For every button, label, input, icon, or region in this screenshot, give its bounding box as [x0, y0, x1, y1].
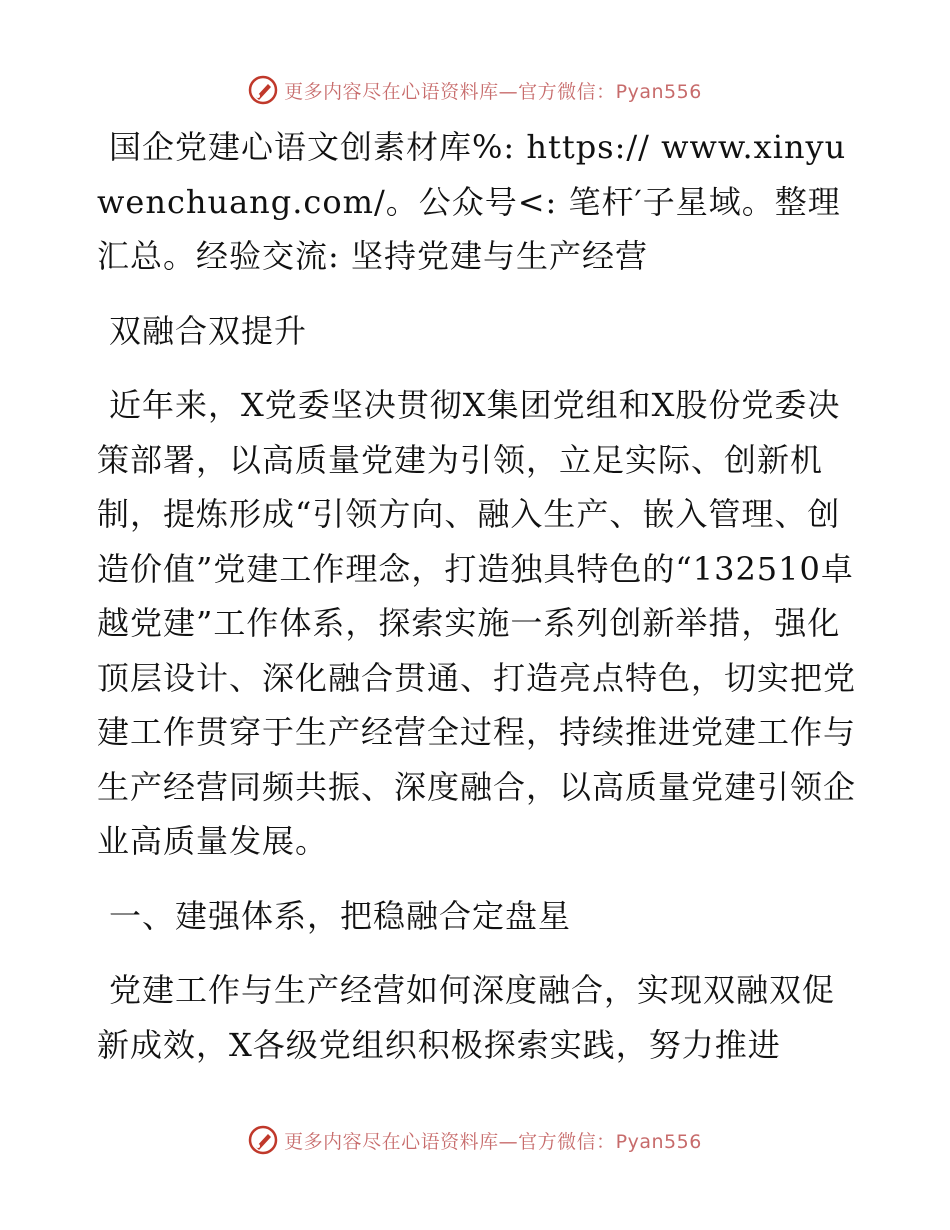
header-banner — [0, 70, 950, 110]
pen-nib-logo-icon — [248, 75, 278, 105]
body-paragraph-1: 近年来，X党委坚决贯彻X集团党组和X股份党委决策部署，以高质量党建为引领，立足实际、创新机制，提炼形成“引领方向、融入生产、嵌入管理、创造价值”党建工作理念，打造独具特色的“132510卓越党建”工作体系，探索实施一系列创新举措，强化顶层设计、深化融合贯通、打造亮点特色，切实把党建工作贯穿于生产经营全过程，持续推进党建工作与生产经营同频共振、深度融合，以高质量党建引领企业高质量发展。 — [97, 386, 857, 860]
document-title: 双融合双提升 — [109, 311, 308, 350]
intro-paragraph: 国企党建心语文创素材库%: https:// www.xinyuwenchuang.com/。公众号<: 笔杆′子星域。整理汇总。经验交流: 坚持党建与生产经营 — [97, 128, 847, 275]
footer-banner-text: 更多内容尽在心语资料库—官方微信：Pyan556 — [284, 1130, 702, 1153]
body-paragraph-2: 党建工作与生产经营如何深度融合，实现双融双促新成效，X各级党组织积极探索实践，努力推进 — [97, 971, 836, 1064]
section-heading-1: 一、建强体系，把稳融合定盘星 — [109, 896, 572, 935]
document-body — [97, 120, 857, 1072]
header-banner-text: 更多内容尽在心语资料库—官方微信：Pyan556 — [284, 80, 702, 103]
footer-banner — [0, 1120, 950, 1160]
pen-nib-logo-icon — [248, 1125, 278, 1155]
